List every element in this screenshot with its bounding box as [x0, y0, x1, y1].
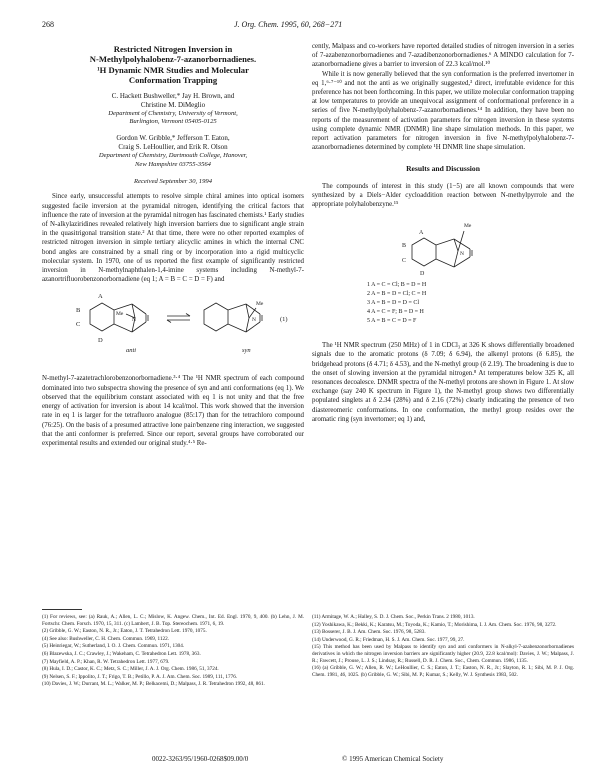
compound-label-d: D: [420, 271, 425, 278]
compounds-1-5-figure: [312, 215, 574, 335]
compounds-intro-paragraph: The compounds of interest in this study (1−5) are all known compounds that were synthesized by a Diels−Alder cycloaddition reaction between N-methylpyrrole and the appropriate polyhalobenzyne.¹⁵: [312, 182, 574, 209]
left-paragraph-continued: N-methyl-7-azatetrachlorobenzonorbornadiene.³·⁴ The ¹H NMR spectrum of each compound dominated into two subspectra showing the presence of syn and anti conformations (eq 1). We observed that the equilibrium constant associated with eq 1 is not unity and that the free energy of activation for inversion is about 14 kcal/mol. This work showed that the inversion rate in eq 1 is larger for the tetrafluoro analogue (85:17) than for the tetrachloro compound (76:25). On the basis of a presumed attractive lone pair/benzene ring interaction, we suggested that the anti conformer is preferred. Since our report, several groups have corroborated our experimental results and extended our original study.⁴·⁵ Re-: [42, 375, 304, 447]
compound-label-c: C: [402, 258, 407, 265]
compounds-legend: 1 A = C = Cl; B = D = H 2 A = B = D = Cl; C = H 3 A = B = D = D = Cl 4 A = C = F; B = D = H 5 A = B = C = D = F: [367, 282, 427, 325]
right-paragraph-1: cently, Malpass and co-workers have reported detailed studies of nitrogen inversion in a series of 7-azabenzonorbornadienes and 7-azadibenzonorbornadienes.⁶ A MINDO calculation for 7-azanorbornadiene gives a barrier to inversion of 22.3 kcal/mol.¹⁰: [312, 43, 574, 69]
compound-label-a: A: [419, 230, 424, 237]
label-syn: syn: [242, 347, 251, 355]
label-me-syn: Me: [256, 301, 264, 308]
equation-number: (1): [280, 316, 288, 324]
label-c: C: [76, 321, 81, 329]
compound-label-n: N: [460, 251, 464, 258]
author-group-1: C. Hackett Bushweller,* Jay H. Brown, and Christine M. DiMeglio: [111, 91, 235, 109]
label-me-anti: Me: [116, 311, 124, 318]
article-code: 0022-3263/95/1960-0268$09.00/0: [152, 755, 249, 763]
received-date: Received September 30, 1994: [134, 178, 212, 186]
footnotes-right: (11) Armitage, W. A.; Halley, S. D. J. Chem. Soc., Perkin Trans. 2 1980, 1013. (12) Yoshikawa, K.; Bekki, K.; Karatsu, M.; Toyoda, K.; Kamio, T.; Morishima, I. J. Am. Chem. Soc. 1976, 98, 3272. (13) Bosserer, J. B. J. Am. Chem. Soc. 1976, 98, 5283. (14) Underwood, G. R.; Friedman, H. S. J. Am. Chem. Soc. 1977, 99, 27. (15) This method has been used by Malpass to identify syn and anti conformers in N-alkyl-7-azabenzonorbornadienes derivatives in which the nitrogen inversion barriers are significantly higher (20.9, 22.8 kcal/mol): Davies, J. W.; Malpass, J. R.; Fawcett, J.; Prouse, L. J. S.; Lindsay, R.; Russell, D. R. J. Chem. Soc., Chem. Commun. 1986, 1135. (16) (a) Gribble, G. W.; Allen, R. W.; LeHoullier, C. S.; Eaton, J. T.; Easton, N. R., Jr.; Slayton, R. I.; Sibi, M. P. J. Org. Chem. 1981, 46, 1025. (b) Gribble, G. W.; Sibi, M. P.; Kumar, S.; Kelly, W. J. Synthesis 1983, 502.: [312, 614, 574, 678]
label-a: A: [98, 293, 103, 301]
label-n-anti: N: [132, 317, 136, 324]
label-d: D: [98, 337, 103, 345]
label-anti: anti: [126, 347, 137, 355]
compound-label-me: Me: [464, 223, 472, 230]
right-column: [312, 42, 574, 424]
right-paragraph-2: While it is now generally believed that the syn conformation is the preferred invertomer in eq 1,⁶·⁷⁻¹⁰ and not the anti as we originally suggested,³ direct, irrefutable evidence for this preference has not been forthcoming. In this paper, we utilize molecular conformation trapping at low temperatures to provide an unequivocal assignment of conformational preference in a series of five N-methylpolyhalobenz-7-azanorbornadienes.¹⁴ In addition, they have been no reports of the measurement of activation parameters for nitrogen inversion in these systems using complete dynamic NMR (DNMR) line shape simulation methods. In this paper, we report activation parameters for nitrogen inversion in five N-methylpolyhalobenz-7-azanorbornadienes determined by complete ¹H DNMR line shape simulation.: [312, 70, 574, 152]
copyright-notice: © 1995 American Chemical Society: [342, 755, 444, 763]
section-heading: Results and Discussion: [406, 164, 480, 174]
compound-label-b: B: [402, 243, 407, 250]
footnote-rule: [42, 609, 82, 610]
intro-paragraph: Since early, unsuccessful attempts to resolve simple chiral amines into optical isomers suggested facile inversion at the pyramidal nitrogen, identifying the critical factors that influence the rate of inversion at the pyramidal nitrogen has fascinated chemists.¹ Early studies of N-alkylaziridines revealed relatively high inversion barriers due to significant angle strain in the quasitrigonal transition state.² At that time, there were no other reported examples of restricted nitrogen inversion in simple tertiary alicyclic amines in which the internal CNC bond angles are constrained by a small ring or by incorporation into a rigid multicyclic molecular system. In 1970, one of us reported the first example of significantly restricted inversion in N-methylnaphthalen-1,4-imine systems including N-methyl-7-azanortrifluorobenzonorbornadiene (eq 1; A = B = C = D = F) and: [42, 193, 304, 284]
nmr-paragraph: The ¹H NMR spectrum (250 MHz) of 1 in CDCl₃ at 326 K shows differentially broadened signals due to the aromatic protons (δ 7.09; δ 6.94), the alkenyl protons (δ 6.85), the bridgehead protons (δ 4.71; δ 4.53), and the N-methyl group (δ 2.19). The broadening is due to the onset of slowing inversion at the pyramidal nitrogen.⁸ At temperatures below 325 K, all resonances decoalesce. DNMR spectra of the N-methyl protons are shown in Figure 1. At slow exchange (say 240 K spectrum in Figure 1), the N-methyl group shows two differentially populated singlets at δ 2.34 (28%) and δ 2.16 (72%) clearly indicating the presence of two diastereomeric conformations. In one conformation, the methyl group resides over the aromatic ring (syn invertomer; eq 1) and,: [312, 342, 574, 423]
compound-structure: [312, 215, 574, 281]
page-number: 268: [42, 20, 54, 29]
running-header: [42, 20, 562, 32]
footnotes-left: (1) For reviews, see: (a) Rauk, A.; Allen, L. C.; Mislow, K. Angew. Chem., Int. Ed. Engl. 1970, 9, 400. (b) Lehn, J. M. Fortschr. Chem. Forsch. 1970, 15, 311. (c) Lambert, J. B. Top. Stereochem. 1971, 6, 19. (2) Gribble, G. W.; Easton, N. R., Jr.; Eaton, J. T. Tetrahedron Lett. 1970, 1075. (4) See also: Bushweller, C. H. Chem. Commun. 1969, 1122. (5) Heinriegar, W.; Sutherland, I. O. J. Chem. Commun. 1971, 1304. (6) Blazewska, J. C.; Crawley, J.; Wakeham, C. Tetrahedron Lett. 1978, 363. (7) Mayfield, A. P.; Khan, R. W. Tetrahedron Lett. 1977, 679. (8) Hula, I. D.; Castor, K. C.; Metz, S. C.; Miller, J. A. J. Org. Chem. 1986, 51, 3724. (9) Nelsen, S. F.; Ippolito, J. T.; Frigo, T. B.; Petillo, P. A. J. Am. Chem. Soc. 1989, 111, 1776. (10) Davies, J. W.; Durrant, M. L.; Walker, M. P.; Belkacemi, D.; Malpass, J. R. Tetrahedron 1992, 48, 861.: [42, 614, 304, 688]
label-n-syn: N: [252, 317, 256, 324]
affiliation-1: Department of Chemistry, University of Vermont, Burlington, Vermont 05405-0125: [108, 109, 238, 126]
journal-citation: J. Org. Chem. 1995, 60, 268−271: [234, 20, 343, 29]
article-title: Restricted Nitrogen Inversion in N-Methylpolyhalobenz-7-azanorbornadienes. ¹H Dynamic NMR Studies and Molecular Conformation Trapping: [89, 44, 257, 86]
author-group-2: Gordon W. Gribble,* Jefferson T. Eaton, Craig S. LeHoullier, and Erik R. Olson: [116, 134, 230, 152]
equation-1-scheme: [42, 288, 304, 368]
equation-1-structures: [42, 288, 304, 368]
label-b: B: [76, 307, 81, 315]
affiliation-2: Department of Chemistry, Dartmouth College, Hanover, New Hampshire 03755-3564: [98, 152, 248, 168]
left-column: [42, 42, 304, 448]
